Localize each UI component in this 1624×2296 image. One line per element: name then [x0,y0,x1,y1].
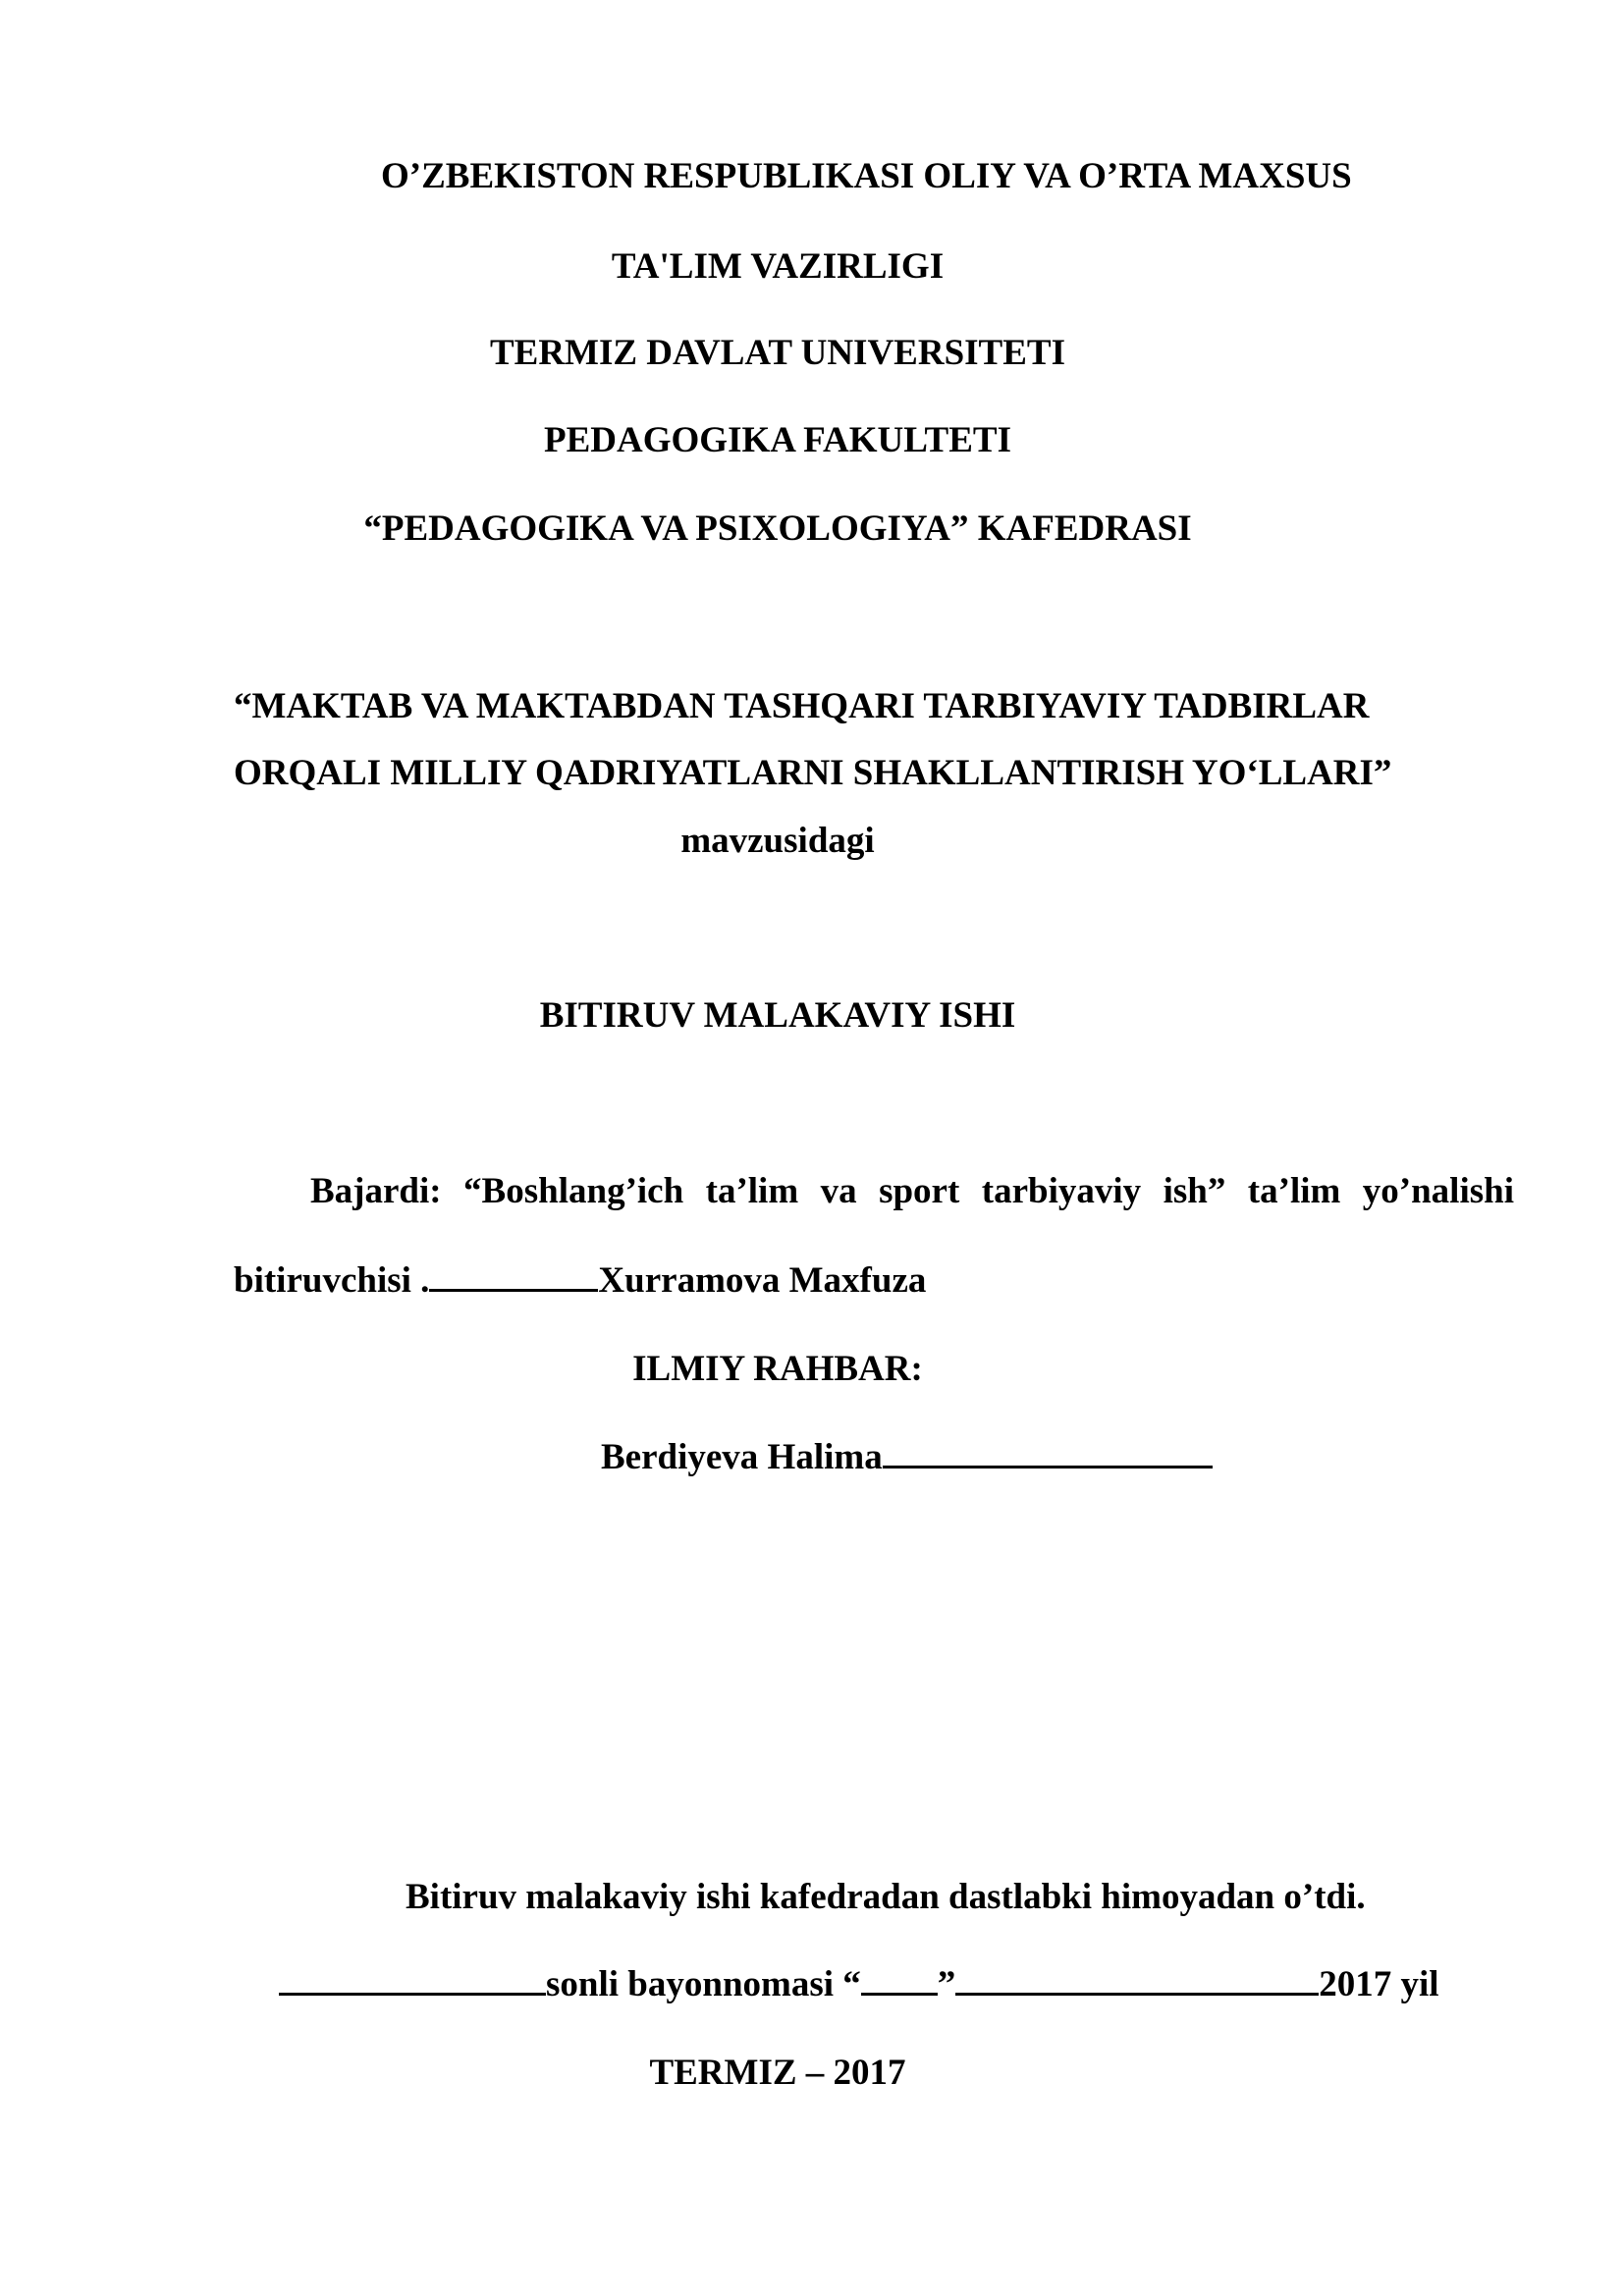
work-type-title: BITIRUV MALAKAVIY ISHI [539,995,1016,1036]
author-prefix: bitiruvchisi . [234,1260,430,1301]
supervisor-label: ILMIY RAHBAR: [632,1349,923,1389]
month-blank [955,1963,1319,1996]
author-line [234,1259,926,1303]
protocol-number-blank [279,1963,546,1996]
author-intro: Bajardi: “Boshlang’ich ta’lim va sport tarbiyaviy ish” ta’lim yo’nalishi [310,1171,1514,1211]
ministry-line-2: TA'LIM VAZIRLIGI [611,246,945,287]
protocol-line [279,1963,1439,2006]
signature-blank-supervisor [883,1436,1213,1468]
ministry-line-1: O’ZBEKISTON RESPUBLIKASI OLIY VA O’RTA MAXSUS [381,156,1352,196]
supervisor-name: Berdiyeva Halima [601,1437,883,1477]
topic-suffix: mavzusidagi [680,821,875,861]
protocol-text: sonli bayonnomasi “ [546,1964,861,2004]
day-blank [861,1963,938,1996]
topic-line-1: “MAKTAB VA MAKTABDAN TASHQARI TARBIYAVIY TADBIRLAR [234,686,1370,726]
protocol-year: 2017 yil [1319,1964,1439,2004]
defense-note: Bitiruv malakaviy ishi kafedradan dastlabki himoyadan o’tdi. [406,1877,1366,1917]
quote-close: ” [937,1964,956,2004]
supervisor-line [601,1436,1213,1479]
topic-line-2: ORQALI MILLIY QADRIYATLARNI SHAKLLANTIRISH YO‘LLARI” [234,753,1392,793]
signature-blank-author [429,1259,598,1292]
department-name: “PEDAGOGIKA VA PSIXOLOGIYA” KAFEDRASI [363,508,1192,549]
city-year-footer: TERMIZ – 2017 [649,2053,906,2093]
university-name: TERMIZ DAVLAT UNIVERSITETI [489,333,1065,373]
faculty-name: PEDAGOGIKA FAKULTETI [544,420,1011,460]
author-name: Xurramova Maxfuza [598,1260,927,1301]
